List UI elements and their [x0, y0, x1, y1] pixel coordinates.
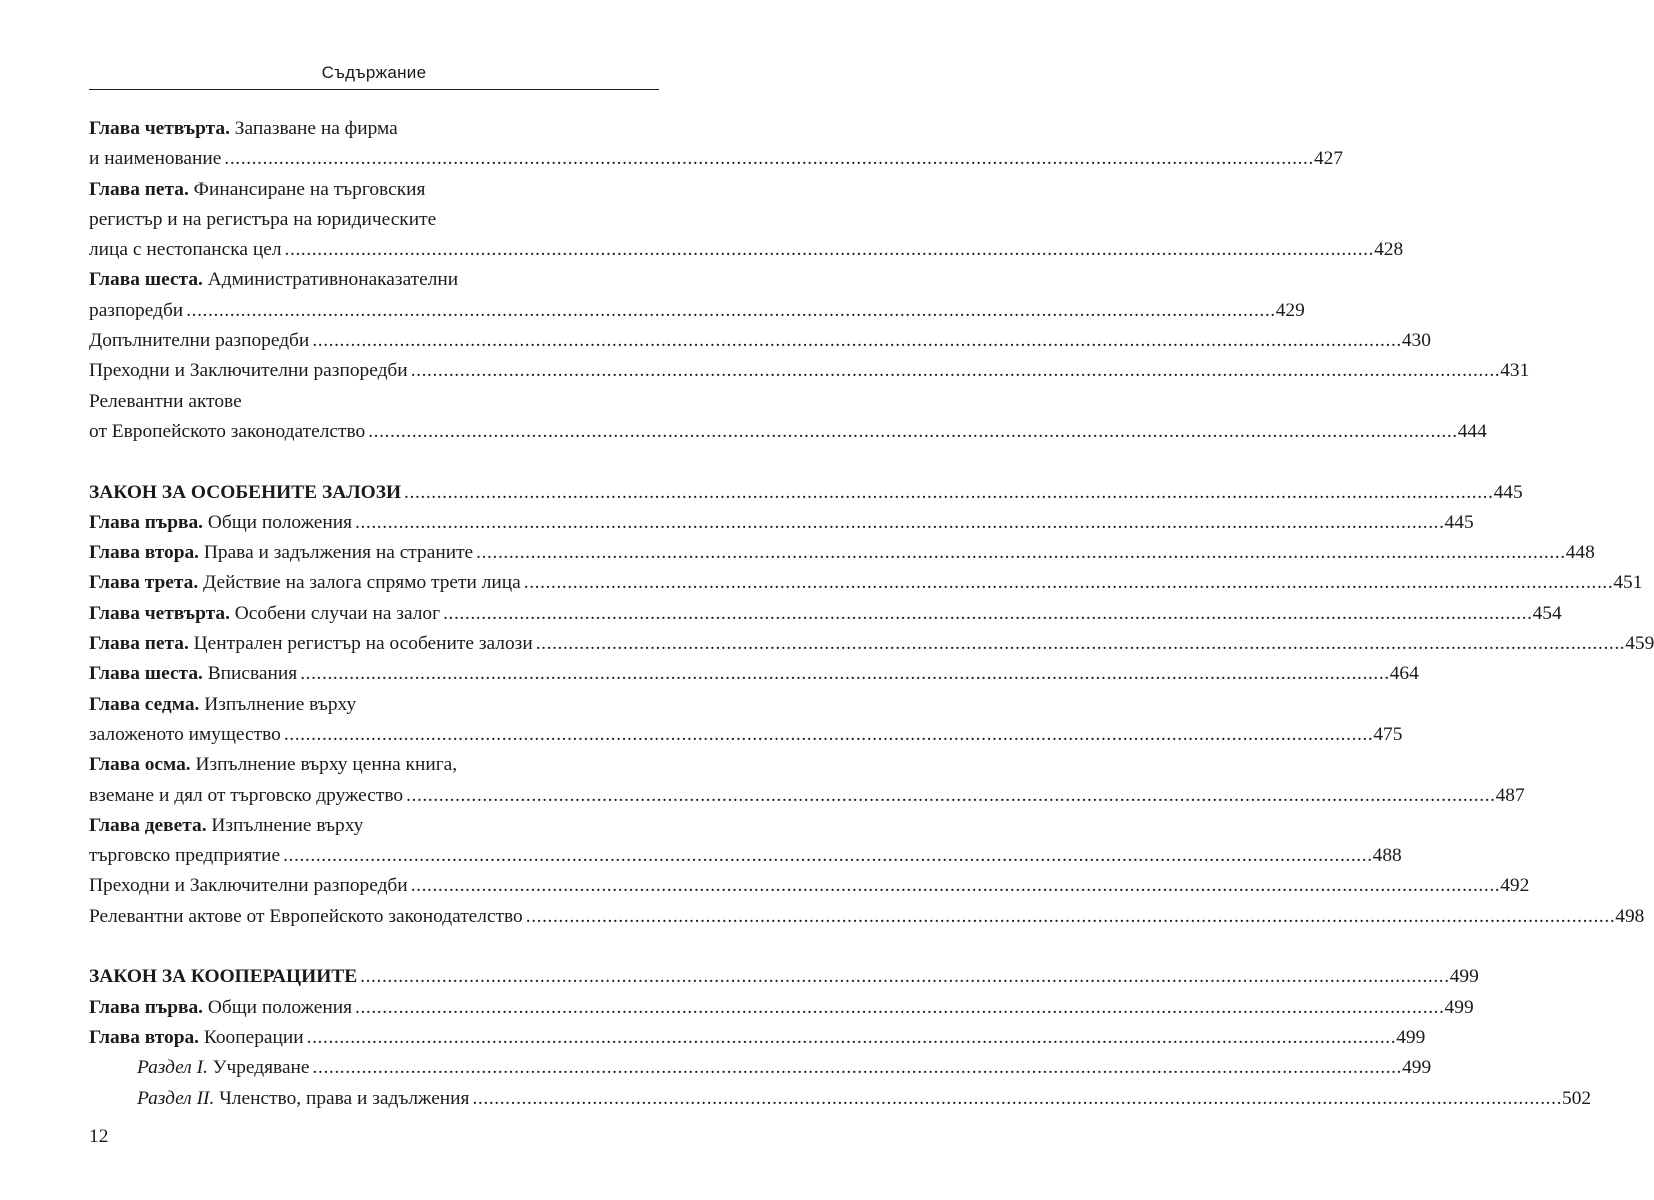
- page-ref: 445: [1444, 511, 1474, 533]
- dot-leader: [309, 326, 1402, 356]
- toc-law-title[interactable]: [89, 478, 1523, 508]
- dot-leader: [473, 538, 1566, 568]
- chapter-label: Глава втора.: [89, 1026, 200, 1048]
- dot-leader: [357, 962, 1450, 992]
- page-ref: 429: [1275, 299, 1305, 321]
- section-gap: [89, 932, 656, 962]
- chapter-label: Глава девета.: [89, 814, 207, 836]
- dot-leader: [282, 235, 1375, 265]
- page-ref: 499: [1449, 966, 1479, 988]
- chapter-title-cont: заложеното имущество: [89, 723, 281, 745]
- chapter-label: Глава втора.: [89, 542, 200, 564]
- toc-entry[interactable]: [89, 629, 1654, 659]
- toc-entry-line: [89, 387, 656, 417]
- dot-leader: [280, 841, 1373, 871]
- chapter-title: Изпълнение върху ценна книга,: [190, 754, 458, 776]
- page-ref: 499: [1402, 1057, 1432, 1079]
- dot-leader: [403, 781, 1496, 811]
- chapter-title-cont: разпоредби: [89, 299, 184, 321]
- page-ref: 427: [1313, 148, 1344, 170]
- toc-entry[interactable]: [89, 1023, 1426, 1053]
- chapter-label: Глава шеста.: [89, 269, 203, 291]
- page-ref: 445: [1493, 481, 1523, 503]
- page-ref: 454: [1532, 602, 1562, 624]
- table-of-contents: [89, 114, 1654, 1114]
- chapter-label: Глава трета.: [89, 572, 199, 594]
- page-ref: 502: [1562, 1087, 1592, 1109]
- running-header: Съдържание: [321, 63, 427, 82]
- toc-entry[interactable]: [89, 235, 1404, 265]
- chapter-title-cont: лица с нестопанска цел: [89, 239, 282, 261]
- chapter-label: Глава седма.: [89, 693, 200, 715]
- entry-title: Допълнителни разпоредби: [89, 330, 310, 352]
- chapter-label: Глава пета.: [89, 178, 189, 200]
- section-title: Членство, права и задължения: [214, 1087, 470, 1109]
- law-title: ЗАКОН ЗА КООПЕРАЦИИТЕ: [89, 966, 358, 988]
- page-ref: 464: [1389, 663, 1419, 685]
- toc-entry[interactable]: [89, 508, 1474, 538]
- chapter-title: Кооперации: [199, 1026, 304, 1048]
- toc-entry[interactable]: [89, 417, 1487, 447]
- chapter-title: Изпълнение върху: [199, 693, 357, 715]
- dot-leader: [365, 417, 1458, 447]
- page-ref: 451: [1613, 572, 1643, 594]
- dot-leader: [304, 1023, 1397, 1053]
- toc-entry[interactable]: [89, 841, 1402, 871]
- page-ref: 498: [1615, 905, 1645, 927]
- toc-entry[interactable]: [89, 144, 1344, 174]
- chapter-title: Особени случаи на залог: [229, 602, 441, 624]
- chapter-label: Глава първа.: [89, 511, 204, 533]
- chapter-label: Глава шеста.: [89, 663, 203, 685]
- entry-title: Релевантни актове от Европейското законодателство: [89, 905, 523, 927]
- entry-title: Преходни и Заключителни разпоредби: [89, 360, 408, 382]
- chapter-title: Административнонаказателни: [202, 269, 459, 291]
- dot-leader: [533, 629, 1626, 659]
- page-ref: 499: [1396, 1026, 1426, 1048]
- dot-leader: [221, 144, 1314, 174]
- chapter-label: Глава пета.: [89, 633, 189, 655]
- page-ref: 444: [1457, 420, 1487, 442]
- page-ref: 428: [1374, 239, 1404, 261]
- dot-leader: [469, 1084, 1562, 1114]
- chapter-label: Глава осма.: [89, 754, 191, 776]
- chapter-title: Запазване на фирма: [229, 118, 398, 139]
- toc-entry[interactable]: [89, 993, 1474, 1023]
- dot-leader: [523, 902, 1616, 932]
- dot-leader: [440, 599, 1533, 629]
- dot-leader: [401, 478, 1494, 508]
- chapter-title: Централен регистър на особените залози: [188, 633, 533, 655]
- toc-entry-line: [89, 205, 656, 235]
- page-ref: 430: [1401, 330, 1431, 352]
- toc-entry[interactable]: [89, 296, 1305, 326]
- toc-entry[interactable]: [89, 356, 1530, 386]
- chapter-title-cont: вземане и дял от търговско дружество: [89, 784, 404, 806]
- chapter-title: Финансиране на търговския: [188, 178, 426, 200]
- chapter-title-cont: регистър и на регистъра на юридическите: [89, 208, 437, 230]
- page-ref: 475: [1373, 723, 1403, 745]
- dot-leader: [297, 659, 1390, 689]
- chapter-label: Глава четвърта.: [89, 602, 230, 624]
- chapter-label: Глава четвърта.: [89, 118, 230, 139]
- dot-leader: [281, 720, 1374, 750]
- entry-title-cont: от Европейското законодателство: [89, 420, 366, 442]
- chapter-title: Общи положения: [203, 996, 353, 1018]
- dot-leader: [352, 993, 1445, 1023]
- page-ref: 499: [1444, 996, 1474, 1018]
- chapter-title-cont: и наименование: [89, 148, 222, 170]
- toc-entry-line: [89, 690, 656, 720]
- page-number: 12: [89, 1126, 109, 1147]
- page-ref: 431: [1500, 360, 1530, 382]
- toc-entry[interactable]: [89, 720, 1403, 750]
- toc-entry[interactable]: [89, 568, 1643, 598]
- toc-entry[interactable]: [89, 902, 1645, 932]
- dot-leader: [408, 871, 1501, 901]
- toc-entry[interactable]: [89, 538, 1595, 568]
- dot-leader: [183, 296, 1276, 326]
- toc-entry[interactable]: [89, 781, 1525, 811]
- toc-entry-line: [89, 811, 656, 841]
- dot-leader: [310, 1053, 1403, 1083]
- section-gap: [89, 447, 656, 477]
- page-ref: 488: [1372, 845, 1402, 867]
- toc-entry-line: [89, 175, 656, 205]
- chapter-title: Изпълнение върху: [206, 814, 364, 836]
- toc-entry[interactable]: [89, 326, 1431, 356]
- toc-entry-line: [89, 265, 656, 295]
- dot-leader: [521, 568, 1614, 598]
- section-label: Раздел II.: [137, 1087, 215, 1109]
- chapter-title: Действие на залога спрямо трети лица: [198, 572, 521, 594]
- header-rule: [89, 89, 659, 90]
- toc-entry-line: [89, 114, 656, 144]
- page-ref: 448: [1565, 542, 1595, 564]
- toc-entry[interactable]: [89, 659, 1419, 689]
- dot-leader: [352, 508, 1445, 538]
- section-label: Раздел I.: [137, 1057, 208, 1079]
- chapter-title: Права и задължения на страните: [199, 542, 474, 564]
- dot-leader: [408, 356, 1501, 386]
- page-ref: 459: [1625, 633, 1654, 655]
- section-title: Учредяване: [207, 1057, 310, 1079]
- chapter-title: Вписвания: [202, 663, 298, 685]
- toc-entry[interactable]: [89, 871, 1530, 901]
- entry-title: Релевантни актове: [89, 390, 242, 412]
- toc-subentry[interactable]: [89, 1053, 1432, 1083]
- toc-subentry[interactable]: [89, 1084, 1592, 1114]
- page-ref: 492: [1500, 875, 1530, 897]
- chapter-title-cont: търговско предприятие: [89, 845, 281, 867]
- toc-law-title[interactable]: [89, 962, 1479, 992]
- chapter-title: Общи положения: [203, 511, 353, 533]
- toc-entry[interactable]: [89, 599, 1562, 629]
- toc-entry-line: [89, 750, 656, 780]
- law-title: ЗАКОН ЗА ОСОБЕНИТЕ ЗАЛОЗИ: [89, 481, 402, 503]
- entry-title: Преходни и Заключителни разпоредби: [89, 875, 408, 897]
- page-ref: 487: [1495, 784, 1525, 806]
- chapter-label: Глава първа.: [89, 996, 204, 1018]
